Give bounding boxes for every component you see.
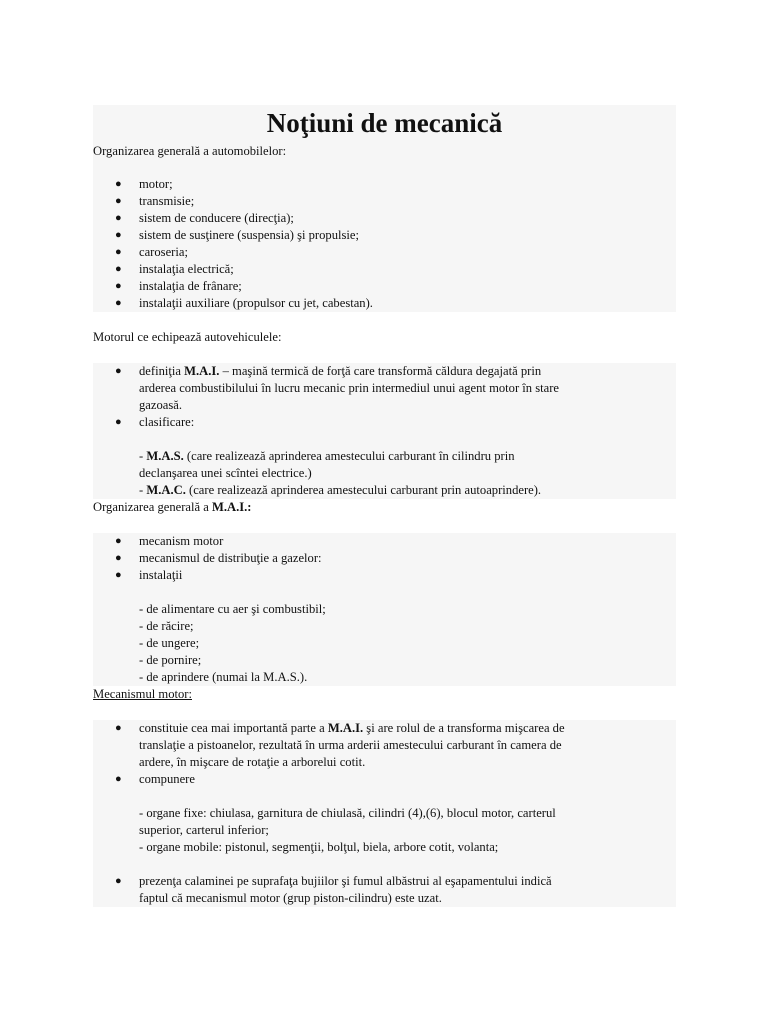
bullet-icon: ● bbox=[115, 263, 122, 275]
list-mecanism bbox=[93, 720, 676, 788]
list-item-compunere: ● compunere bbox=[115, 772, 195, 786]
section-heading-organizare: Organizarea generală a automobilelor: bbox=[93, 144, 287, 158]
instalatie-subitem: - de răcire; bbox=[139, 619, 194, 633]
organizare-mai-item: ● instalaţii bbox=[115, 568, 183, 582]
bullet-icon: ● bbox=[115, 229, 122, 241]
organizare-item: ● caroseria; bbox=[115, 245, 188, 259]
bullet-icon: ● bbox=[115, 212, 122, 224]
instalatie-subitem: - de pornire; bbox=[139, 653, 202, 667]
bullet-icon: ● bbox=[115, 773, 122, 785]
organe-fixe: - organe fixe: chiulasa, garnitura de chiulasă, cilindri (4),(6), blocul motor, carterul superior, carterul inferior; bbox=[139, 806, 556, 837]
list-item-clasificare: ● clasificare: bbox=[115, 415, 195, 429]
instalatie-subitem: - de aprindere (numai la M.A.S.). bbox=[139, 670, 308, 684]
organe-mobile: - organe mobile: pistonul, segmenţii, bolţul, biela, arbore cotit, volanta; bbox=[139, 840, 499, 854]
organizare-item: ● transmisie; bbox=[115, 194, 195, 208]
clasificare-mas: - M.A.S. (care realizează aprinderea amestecului carburant în cilindru prin declanşarea unei scîntei electrice.) bbox=[139, 449, 515, 480]
list-organizare bbox=[93, 176, 676, 312]
section-heading-motorul: Motorul ce echipează autovehiculele: bbox=[93, 330, 282, 344]
organizare-item: ● sistem de conducere (direcţia); bbox=[115, 211, 294, 225]
document-page bbox=[93, 105, 676, 907]
bullet-icon: ● bbox=[115, 297, 122, 309]
list-item-definitie: ● definiţia M.A.I. – maşină termică de forţă care transformă căldura degajată prin arderea combustibilului în lucru mecanic prin intermediul unui agent motor în stare gazoasă. bbox=[115, 364, 560, 412]
list-organizare-mai bbox=[93, 533, 676, 584]
bullet-icon: ● bbox=[115, 246, 122, 258]
organizare-item: ● sistem de susţinere (suspensia) şi propulsie; bbox=[115, 228, 360, 242]
organizare-mai-item: ● mecanism motor bbox=[115, 534, 224, 548]
bullet-icon: ● bbox=[115, 569, 122, 581]
organizare-mai-item: ● mecanismul de distribuţie a gazelor: bbox=[115, 551, 322, 565]
bullet-icon: ● bbox=[115, 722, 122, 734]
bullet-icon: ● bbox=[115, 875, 122, 887]
bullet-icon: ● bbox=[115, 365, 122, 377]
section-heading-organizare-mai: Organizarea generală a M.A.I.: bbox=[93, 500, 252, 514]
organizare-item: ● instalaţia electrică; bbox=[115, 262, 234, 276]
section-heading-mecanism: Mecanismul motor: bbox=[93, 687, 192, 701]
instalatie-subitem: - de alimentare cu aer şi combustibil; bbox=[139, 602, 326, 616]
bullet-icon: ● bbox=[115, 178, 122, 190]
page-title: Noţiuni de mecanică bbox=[266, 108, 503, 138]
bullet-icon: ● bbox=[115, 195, 122, 207]
list-uzura bbox=[93, 873, 676, 907]
instalatii-subitems bbox=[93, 601, 676, 686]
bullet-icon: ● bbox=[115, 416, 122, 428]
bullet-icon: ● bbox=[115, 535, 122, 547]
instalatie-subitem: - de ungere; bbox=[139, 636, 200, 650]
bullet-icon: ● bbox=[115, 552, 122, 564]
list-item-calamina: ● prezenţa calaminei pe suprafaţa bujiilor şi fumul albăstrui al eşapamentului indică faptul că mecanismul motor (grup piston-cilindru) este uzat. bbox=[115, 874, 552, 905]
organizare-item: ● instalaţia de frânare; bbox=[115, 279, 242, 293]
organizare-item: ● motor; bbox=[115, 177, 173, 191]
organizare-item: ● instalaţii auxiliare (propulsor cu jet, cabestan). bbox=[115, 296, 373, 310]
list-motorul bbox=[93, 363, 676, 431]
bullet-icon: ● bbox=[115, 280, 122, 292]
list-item-constituie: ● constituie cea mai importantă parte a M.A.I. şi are rolul de a transforma mişcarea de translaţie a pistoanelor, rezultată în urma arderii amestecului carburant în camera de ardere, în mişcare de rotaţie a arborelui cotit. bbox=[115, 721, 565, 769]
clasificare-mac: - M.A.C. (care realizează aprinderea amestecului carburant prin autoaprindere). bbox=[139, 483, 542, 497]
